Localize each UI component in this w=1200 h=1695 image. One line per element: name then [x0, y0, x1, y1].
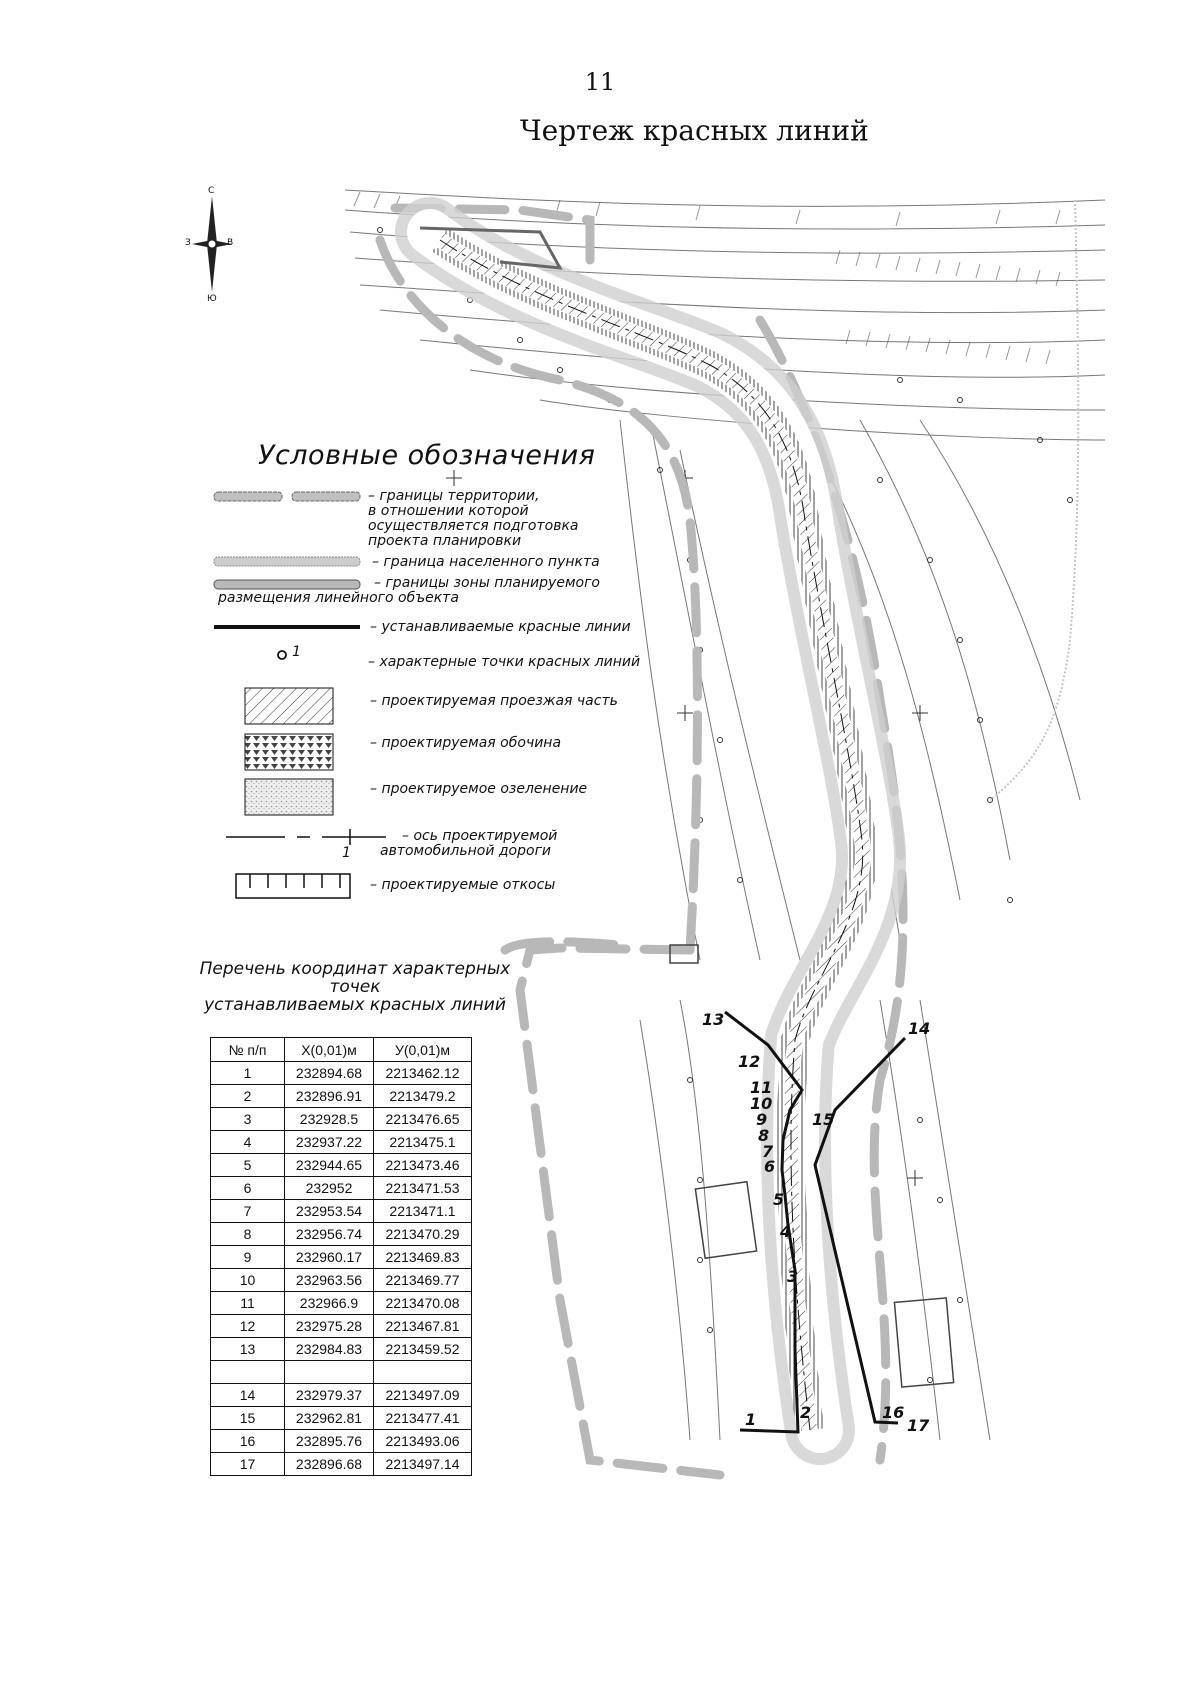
- legend-text-line: – граница населенного пункта: [372, 554, 600, 570]
- table-cell: 9: [211, 1246, 285, 1269]
- point-label-13: 13: [702, 1010, 725, 1029]
- table-cell: 232963.56: [285, 1269, 374, 1292]
- legend-symbol-carriageway: [245, 688, 333, 724]
- point-label-2: 2: [800, 1403, 812, 1422]
- point-label-14: 14: [908, 1019, 931, 1038]
- table-title-line: Перечень координат характерных точек: [199, 959, 511, 997]
- point-label-15: 15: [812, 1110, 835, 1129]
- legend-text-line: – проектируемая проезжая часть: [370, 693, 618, 709]
- table-header-row: [211, 1038, 472, 1062]
- table-cell: 16: [211, 1430, 285, 1453]
- table-cell: [374, 1361, 472, 1384]
- table-cell: 5: [211, 1154, 285, 1177]
- table-row: [211, 1430, 472, 1453]
- compass-north-label: С: [208, 186, 215, 196]
- legend-item-territory: [368, 489, 579, 549]
- legend-symbol-greening: [245, 779, 333, 815]
- table-cell: 8: [211, 1223, 285, 1246]
- legend-text-line: – проектируемое озеленение: [370, 781, 588, 797]
- legend-item-carriageway: [370, 694, 618, 709]
- table-cell: 232928.5: [285, 1108, 374, 1131]
- table-cell: 232975.28: [285, 1315, 374, 1338]
- legend-text-line: автомобильной дороги: [380, 843, 552, 859]
- page-number: 11: [584, 68, 616, 96]
- legend-axis-number: 1: [342, 845, 351, 861]
- compass-west-label: З: [185, 238, 191, 248]
- table-cell: 2213469.83: [374, 1246, 472, 1269]
- table-cell: 2213497.09: [374, 1384, 472, 1407]
- table-row: [211, 1085, 472, 1108]
- table-row: [211, 1062, 472, 1085]
- legend-text-line: в отношении которой: [368, 503, 529, 519]
- table-cell: 232979.37: [285, 1384, 374, 1407]
- legend-text-line: – характерные точки красных линий: [368, 654, 641, 670]
- table-cell: 2213477.41: [374, 1407, 472, 1430]
- table-cell: 2213469.77: [374, 1269, 472, 1292]
- table-cell: 2213471.53: [374, 1177, 472, 1200]
- point-label-4: 4: [780, 1222, 792, 1241]
- table-cell: 232956.74: [285, 1223, 374, 1246]
- point-label-3: 3: [787, 1267, 799, 1286]
- legend-text-line: – устанавливаемые красные линии: [370, 619, 631, 635]
- table-cell: 2213473.46: [374, 1154, 472, 1177]
- table-title: [180, 960, 530, 1014]
- table-cell: 232896.91: [285, 1085, 374, 1108]
- table-cell: 232984.83: [285, 1338, 374, 1361]
- point-label-11: 11: [750, 1078, 773, 1097]
- legend-item-zone: [218, 575, 600, 606]
- legend-item-slopes: [370, 878, 555, 893]
- legend-text-line: – проектируемая обочина: [370, 735, 562, 751]
- table-row: [211, 1177, 472, 1200]
- table-cell: 232894.68: [285, 1062, 374, 1085]
- north-arrow-icon: [192, 196, 232, 292]
- table-row: [211, 1361, 472, 1384]
- legend-text-line: – границы территории,: [368, 488, 540, 504]
- legend-text-line: – границы зоны планируемого: [374, 575, 600, 591]
- legend-item-point: [368, 655, 640, 670]
- table-row: [211, 1223, 472, 1246]
- table-cell: 232944.65: [285, 1154, 374, 1177]
- legend-symbol-shoulder: [245, 734, 333, 770]
- table-row: [211, 1292, 472, 1315]
- point-label-1: 1: [745, 1410, 757, 1429]
- legend-symbol-zone: [214, 580, 360, 589]
- table-cell: 2213467.81: [374, 1315, 472, 1338]
- point-label-7: 7: [762, 1142, 774, 1161]
- point-label-16: 16: [882, 1403, 905, 1422]
- legend-item-greening: [370, 782, 587, 797]
- table-row: [211, 1269, 472, 1292]
- legend-symbol-road-axis: [226, 829, 386, 845]
- table-cell: 6: [211, 1177, 285, 1200]
- legend-symbol-territory: [292, 492, 360, 501]
- table-row: [211, 1108, 472, 1131]
- table-row: [211, 1453, 472, 1476]
- legend-item-settlement: [372, 555, 600, 570]
- legend-text-line: – проектируемые откосы: [370, 877, 556, 893]
- compass-south-label: Ю: [207, 294, 217, 304]
- table-cell: 14: [211, 1384, 285, 1407]
- settlement-boundary: [990, 200, 1078, 800]
- table-cell: 232896.68: [285, 1453, 374, 1476]
- legend-text-line: размещения линейного объекта: [218, 590, 459, 606]
- table-row: [211, 1131, 472, 1154]
- table-cell: 2213470.29: [374, 1223, 472, 1246]
- table-cell: 10: [211, 1269, 285, 1292]
- legend-point-number: 1: [292, 644, 301, 660]
- column-header: № п/п: [211, 1038, 285, 1062]
- table-cell: 2213459.52: [374, 1338, 472, 1361]
- legend-text-line: – ось проектируемой: [402, 828, 558, 844]
- table-cell: 12: [211, 1315, 285, 1338]
- table-row: [211, 1315, 472, 1338]
- point-label-10: 10: [750, 1094, 773, 1113]
- table-cell: 2213470.08: [374, 1292, 472, 1315]
- table-cell: 232953.54: [285, 1200, 374, 1223]
- legend-text-line: проекта планировки: [368, 533, 522, 549]
- table-cell: 17: [211, 1453, 285, 1476]
- table-cell: 2213493.06: [374, 1430, 472, 1453]
- table-row: [211, 1338, 472, 1361]
- point-label-8: 8: [758, 1126, 770, 1145]
- point-label-9: 9: [756, 1110, 768, 1129]
- legend-item-red-line: [370, 620, 631, 635]
- table-row: [211, 1384, 472, 1407]
- column-header: У(0,01)м: [374, 1038, 472, 1062]
- legend-item-road-axis: [380, 828, 558, 859]
- table-cell: 2213462.12: [374, 1062, 472, 1085]
- table-cell: 4: [211, 1131, 285, 1154]
- column-header: Х(0,01)м: [285, 1038, 374, 1062]
- table-cell: 13: [211, 1338, 285, 1361]
- table-cell: 232937.22: [285, 1131, 374, 1154]
- legend-symbol-slopes: [236, 874, 350, 898]
- table-cell: 232966.9: [285, 1292, 374, 1315]
- table-cell: [211, 1361, 285, 1384]
- table-cell: 11: [211, 1292, 285, 1315]
- legend-symbol-red-line: [214, 625, 360, 629]
- table-cell: 2213476.65: [374, 1108, 472, 1131]
- legend-title: Условные обозначения: [258, 440, 596, 471]
- table-cell: 7: [211, 1200, 285, 1223]
- point-label-6: 6: [764, 1157, 776, 1176]
- legend-symbol-point: [278, 651, 286, 659]
- table-cell: 232952: [285, 1177, 374, 1200]
- table-cell: [285, 1361, 374, 1384]
- table-cell: 15: [211, 1407, 285, 1430]
- table-cell: 2: [211, 1085, 285, 1108]
- legend-symbol-settlement: [214, 557, 360, 566]
- table-cell: 2213497.14: [374, 1453, 472, 1476]
- point-label-12: 12: [738, 1052, 761, 1071]
- page-title: Чертеж красных линий: [520, 114, 869, 147]
- table-row: [211, 1154, 472, 1177]
- table-cell: 232895.76: [285, 1430, 374, 1453]
- table-cell: 2213475.1: [374, 1131, 472, 1154]
- table-title-line: устанавливаемых красных линий: [204, 995, 506, 1015]
- table-row: [211, 1200, 472, 1223]
- legend-item-shoulder: [370, 736, 561, 751]
- table-cell: 2213471.1: [374, 1200, 472, 1223]
- table-row: [211, 1407, 472, 1430]
- legend-symbols: [214, 492, 386, 898]
- table-row: [211, 1246, 472, 1269]
- point-label-5: 5: [773, 1190, 785, 1209]
- compass-east-label: В: [227, 238, 234, 248]
- coordinates-table: [210, 1037, 472, 1476]
- table-cell: 3: [211, 1108, 285, 1131]
- table-cell: 232960.17: [285, 1246, 374, 1269]
- point-label-17: 17: [907, 1416, 930, 1435]
- table-cell: 232962.81: [285, 1407, 374, 1430]
- legend-text-line: осуществляется подготовка: [368, 518, 579, 534]
- table-cell: 2213479.2: [374, 1085, 472, 1108]
- table-cell: 1: [211, 1062, 285, 1085]
- legend-symbol-territory: [214, 492, 282, 501]
